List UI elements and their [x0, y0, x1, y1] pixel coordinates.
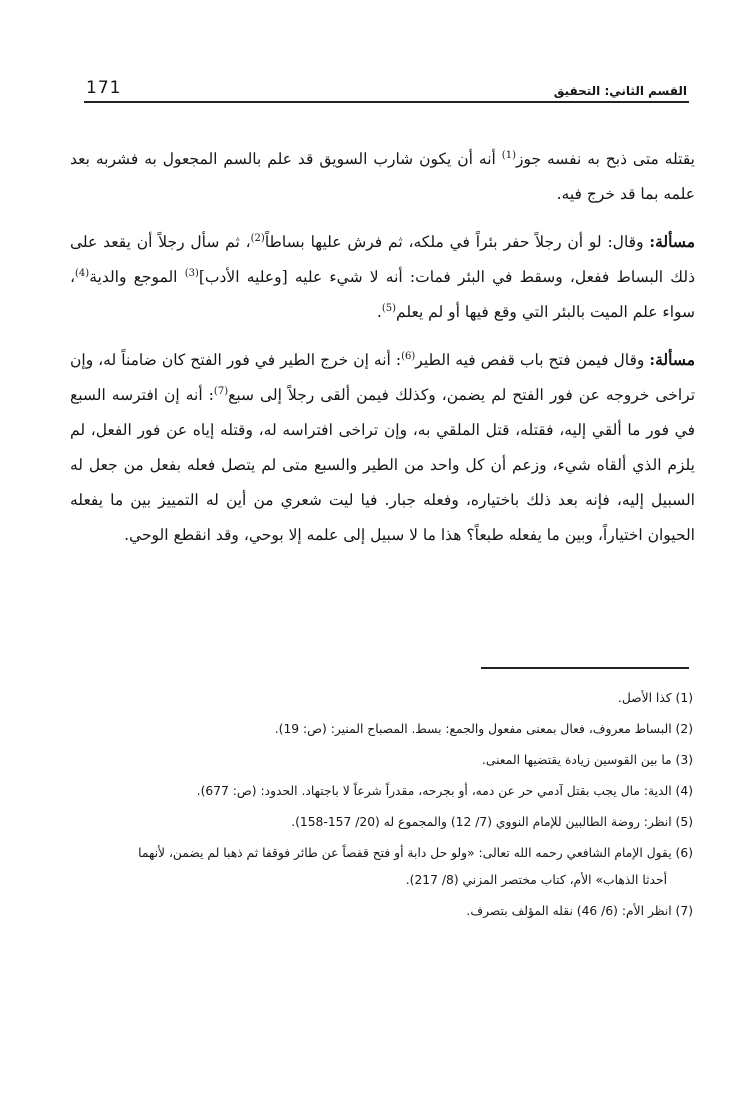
- footnote-4: [68, 781, 693, 801]
- footnote-ref-7: (7): [213, 385, 229, 397]
- header-rule: [84, 101, 689, 103]
- footnote-text: (5) انظر: روضة الطالبين للإمام النووي (7/ 12) والمجموع له (20/ 157-158).: [291, 815, 693, 829]
- text-run: وقال فيمن فتح باب قفص فيه الطير: [415, 351, 650, 369]
- text-run: : أنه إن خرج الطير في فور الفتح كان ضامناً له، وإن تراخى خروجه عن فور الفتح لم يضمن، وكذلك فيمن ألقى رجلاً إلى سبع: [70, 351, 696, 404]
- footnote-5: [68, 812, 693, 832]
- paragraph-3: [70, 342, 695, 553]
- footnote-ref-2: (2): [250, 232, 265, 244]
- section-title: القسم الثاني: التحقيق: [553, 84, 687, 98]
- text-run: أنه أن يكون شارب السويق قد علم بالسم المجعول به فشربه بعد علمه بما قد خرج فيه.: [70, 150, 695, 203]
- footnote-ref-3: (3): [184, 267, 199, 279]
- footnote-1: [68, 688, 693, 708]
- footnote-7: [68, 901, 693, 921]
- text-run: الموجع والدية: [89, 268, 185, 286]
- text-run: .: [376, 303, 382, 321]
- footnote-continuation: أحدثا الذهاب» الأم، كتاب مختصر المزني (8/ 217).: [405, 873, 667, 887]
- footnote-3: [68, 750, 693, 770]
- footnote-ref-1: (1): [501, 149, 516, 161]
- footnote-text: (4) الدية: مال يجب بقتل آدمي حر عن دمه، أو بجرحه، مقدراً شرعاً لا باجتهاد. الحدود: (ص: 677).: [196, 784, 693, 798]
- paragraph-2: [70, 224, 695, 330]
- paragraph-1: [70, 142, 695, 212]
- footnotes: [68, 688, 693, 932]
- footnote-2: [68, 719, 693, 739]
- footnote-ref-6: (6): [401, 350, 416, 362]
- footnote-ref-5: (5): [381, 302, 397, 314]
- footnote-text: (3) ما بين القوسين زيادة يقتضيها المعنى.: [481, 753, 693, 767]
- issue-label: مسألة:: [649, 232, 695, 251]
- footnote-text: (6) يقول الإمام الشافعي رحمه الله تعالى: «ولو حل دابة أو فتح قفصاً عن طائر فوقفا ثم ذهبا لم يضمن، لأنهما: [138, 846, 693, 860]
- page-number: 171: [86, 78, 122, 98]
- footnote-6: [68, 843, 693, 890]
- text-run: : أنه إن افترسه السبع في فور ما ألقي إليه، فقتله، قتل الملقي به، وإن تراخى افتراسه له، وقتله إياه عن فور الفعل، لم يلزم الذي ألقاه شيء، وزعم أن كل واحد من الطير والسبع متى لم يتصل فعله بفعل من جعل له السبيل إليه، فإنه بعد ذلك باختياره، وفعله جبار. فيا ليت شعري من أين له التمييز بين ما يفعله الحيوان اختياراً، وبين ما يفعله طبعاً؟ هذا ما لا سبيل إلى علمه إلا بوحي، وقد انقطع الوحي.: [70, 386, 695, 544]
- footnote-separator: [481, 667, 689, 669]
- issue-label: مسألة:: [649, 350, 695, 369]
- text-run: ، سواء علم الميت بالبئر التي وقع فيها أو لم يعلم: [70, 268, 695, 321]
- footnote-text: (7) انظر الأم: (6/ 46) نقله المؤلف بتصرف.: [466, 904, 693, 918]
- footnote-ref-4: (4): [75, 267, 90, 279]
- text-run: وقال: لو أن رجلاً حفر بئراً في ملكه، ثم فرش عليها بساطاً: [264, 233, 650, 251]
- text-run: ، ثم سأل رجلاً أن يقعد على ذلك البساط ففعل، وسقط في البئر فمات: أنه لا شيء عليه [وعليه الأدب]: [70, 233, 695, 286]
- main-text: [70, 142, 695, 553]
- footnote-text: (2) البساط معروف، فعال بمعنى مفعول والجمع: بسط. المصباح المنير: (ص: 19).: [274, 722, 693, 736]
- footnote-text: (1) كذا الأصل.: [617, 691, 693, 705]
- text-run: يقتله متى ذبح به نفسه جوز: [515, 150, 695, 168]
- running-header: [86, 78, 687, 102]
